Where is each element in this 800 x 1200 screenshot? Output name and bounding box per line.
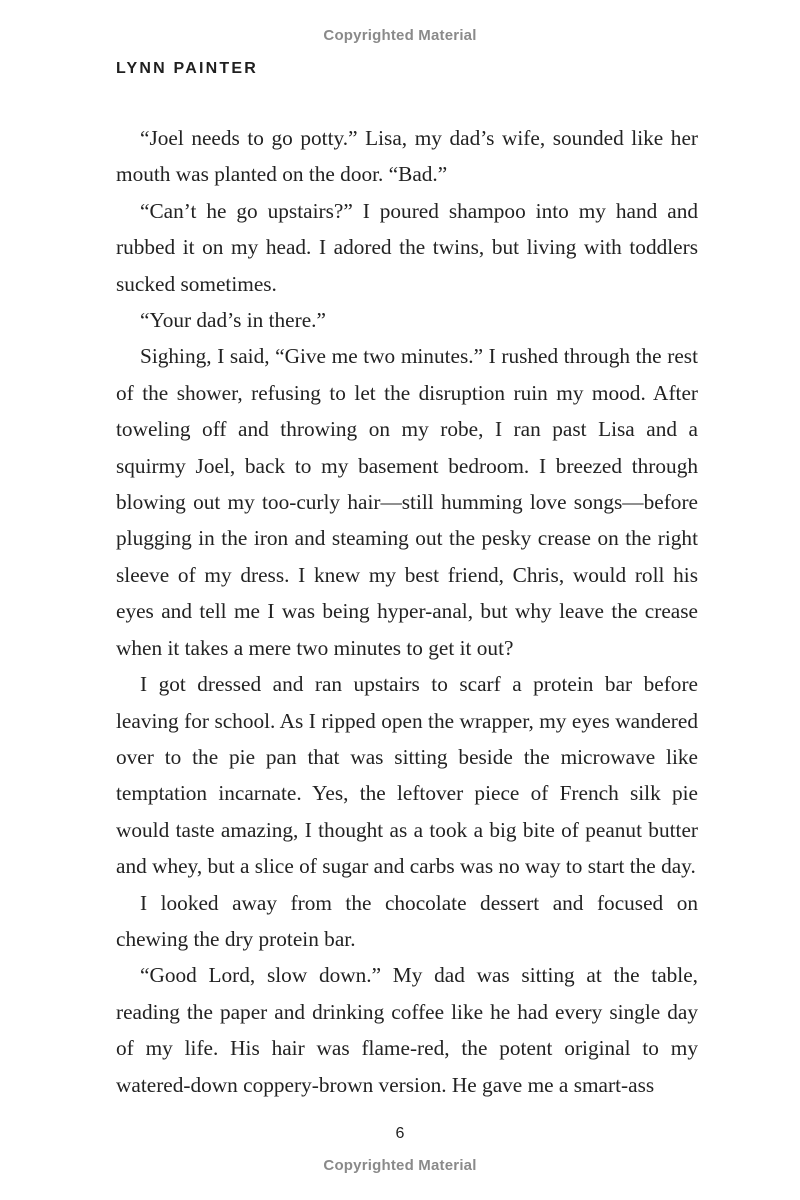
copyright-watermark-top: Copyrighted Material [323, 27, 477, 44]
paragraph: “Your dad’s in there.” [140, 308, 326, 333]
page-body [116, 120, 698, 1103]
paragraph: Sighing, I said, “Give me two minutes.” I rushed through the rest of the shower, refusing to let the disruption ruin my mood. After toweling off and throwing on my robe, I ran past Lisa and a squirmy Joel, back to my basement bedroom. I breezed through blowing out my too-curly hair—still humming love songs—before plugging in the iron and steaming out the pesky crease on the right sleeve of my dress. I knew my best friend, Chris, would roll his eyes and tell me I was being hyper-anal, but why leave the crease when it takes a mere two minutes to get it out? [116, 344, 698, 660]
paragraph: “Can’t he go upstairs?” I poured shampoo into my hand and rubbed it on my head. I adored the twins, but living with toddlers sucked sometimes. [116, 198, 698, 296]
running-head-author: LYNN PAINTER [116, 60, 258, 77]
paragraph-last-continued: “Good Lord, slow down.” My dad was sitting at the table, reading the paper and drinking coffee like he had every single day of my life. His hair was flame-red, the potent original to my watered-down coppery-brown version. He gave me a smart-ass [116, 963, 698, 1097]
copyright-watermark-bottom: Copyrighted Material [323, 1157, 477, 1174]
paragraph: I got dressed and ran upstairs to scarf a protein bar before leaving for school. As I ripped open the wrapper, my eyes wandered over to the pie pan that was sitting beside the microwave like temptation incarnate. Yes, the leftover piece of French silk pie would taste amazing, I thought as a took a big bite of peanut butter and whey, but a slice of sugar and carbs was no way to start the day. [116, 672, 698, 879]
paragraph: “Joel needs to go potty.” Lisa, my dad’s wife, sounded like her mouth was planted on the door. “Bad.” [116, 126, 698, 187]
page-number: 6 [395, 1125, 405, 1142]
paragraph: I looked away from the chocolate dessert and focused on chewing the dry protein bar. [116, 890, 698, 951]
